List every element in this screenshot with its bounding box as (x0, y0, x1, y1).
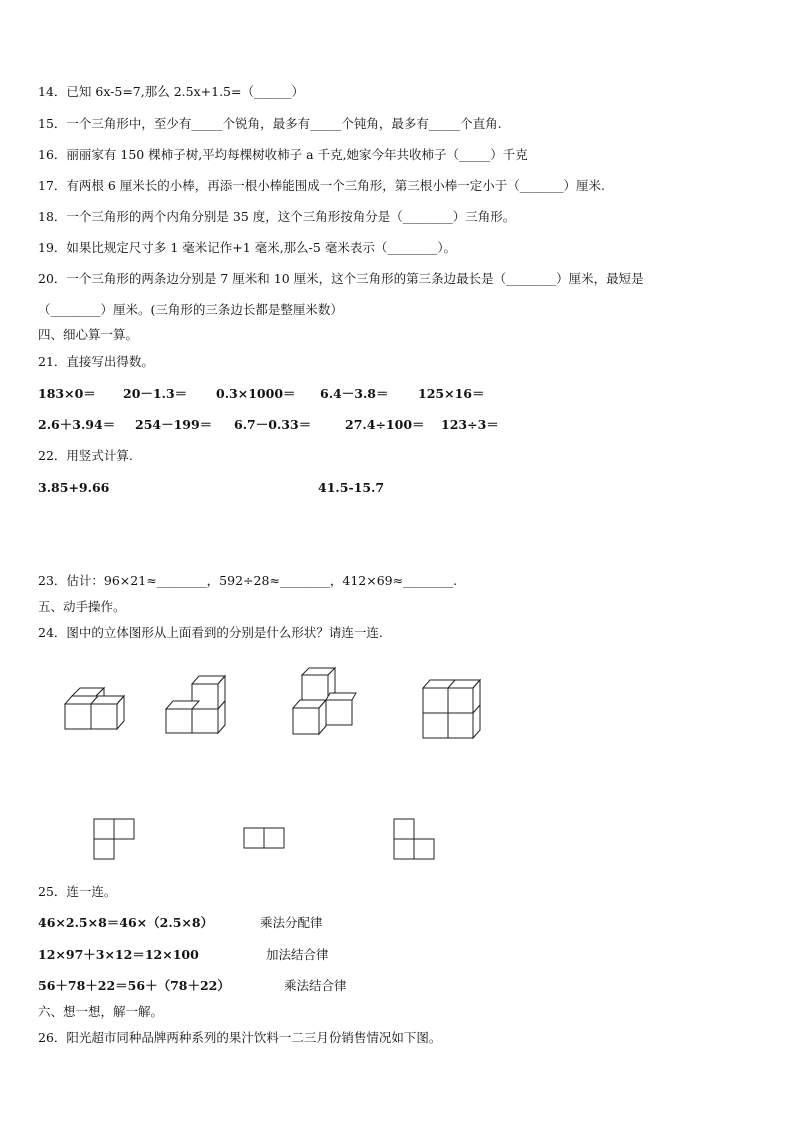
top-view-shape-3 (392, 817, 438, 861)
question-19: 19．如果比规定尺寸多 1 毫米记作+1 毫米,那么-5 毫米表示（________）。 (38, 240, 457, 255)
question-20-line1: 20．一个三角形的两条边分别是 7 厘米和 10 厘米，这个三角形的第三条边最长是（________）厘米，最短是 (38, 271, 644, 286)
question-24: 24．图中的立体图形从上面看到的分别是什么形状？请连一连. (38, 625, 383, 640)
question-22: 22．用竖式计算. (38, 448, 133, 463)
question-18: 18．一个三角形的两个内角分别是 35 度，这个三角形按角分是（________）三角形。 (38, 209, 516, 224)
match-expression: 46×2.5×8＝46×（2.5×8） (38, 915, 214, 930)
oral-item: 0.3×1000＝ (216, 386, 296, 401)
top-view-shape-1 (92, 817, 138, 861)
question-26: 26．阳光超市同种品牌两种系列的果汁饮料一二三月份销售情况如下图。 (38, 1030, 442, 1045)
question-23: 23．估计：96×21≈________，592÷28≈________，412×69≈________. (38, 573, 458, 588)
match-expression: 12×97＋3×12＝12×100 (38, 947, 199, 962)
match-expression: 56＋78＋22＝56＋（78＋22） (38, 978, 230, 993)
section-4-heading: 四、细心算一算。 (38, 327, 139, 342)
question-20-line2: （________）厘米。(三角形的三条边长都是整厘米数） (38, 302, 343, 317)
oral-item: 6.7－0.33＝ (234, 417, 312, 432)
section-5-heading: 五、动手操作。 (38, 599, 126, 614)
question-25: 25．连一连。 (38, 884, 117, 899)
match-law: 加法结合律 (266, 947, 329, 962)
solid-figure-4 (418, 676, 484, 742)
question-15: 15．一个三角形中，至少有_____个锐角，最多有_____个钝角，最多有_____个直角. (38, 116, 502, 131)
solid-figure-3 (288, 665, 358, 737)
question-17: 17．有两根 6 厘米长的小棒，再添一根小棒能围成一个三角形，第三根小棒一定小于（_______）厘米. (38, 178, 606, 193)
vertical-item: 3.85+9.66 (38, 480, 110, 495)
vertical-item: 41.5-15.7 (318, 480, 385, 495)
question-14: 14．已知 6x-5=7,那么 2.5x+1.5=（______） (38, 84, 304, 99)
oral-item: 254－199＝ (135, 417, 213, 432)
solid-figure-2 (162, 670, 230, 735)
match-law: 乘法分配律 (260, 915, 323, 930)
solid-figure-1 (60, 680, 135, 735)
question-21: 21．直接写出得数。 (38, 354, 154, 369)
oral-item: 183×0＝ (38, 386, 96, 401)
question-16: 16．丽丽家有 150 棵柿子树,平均每棵树收柿子 a 千克,她家今年共收柿子（_____）千克 (38, 147, 528, 162)
oral-item: 123÷3＝ (441, 417, 499, 432)
top-view-shape-2 (242, 826, 288, 850)
oral-item: 2.6＋3.94＝ (38, 417, 116, 432)
oral-item: 6.4－3.8＝ (320, 386, 389, 401)
section-6-heading: 六、想一想，解一解。 (38, 1004, 164, 1019)
oral-item: 20－1.3＝ (123, 386, 188, 401)
oral-item: 125×16＝ (418, 386, 485, 401)
match-law: 乘法结合律 (284, 978, 347, 993)
oral-item: 27.4÷100＝ (345, 417, 425, 432)
